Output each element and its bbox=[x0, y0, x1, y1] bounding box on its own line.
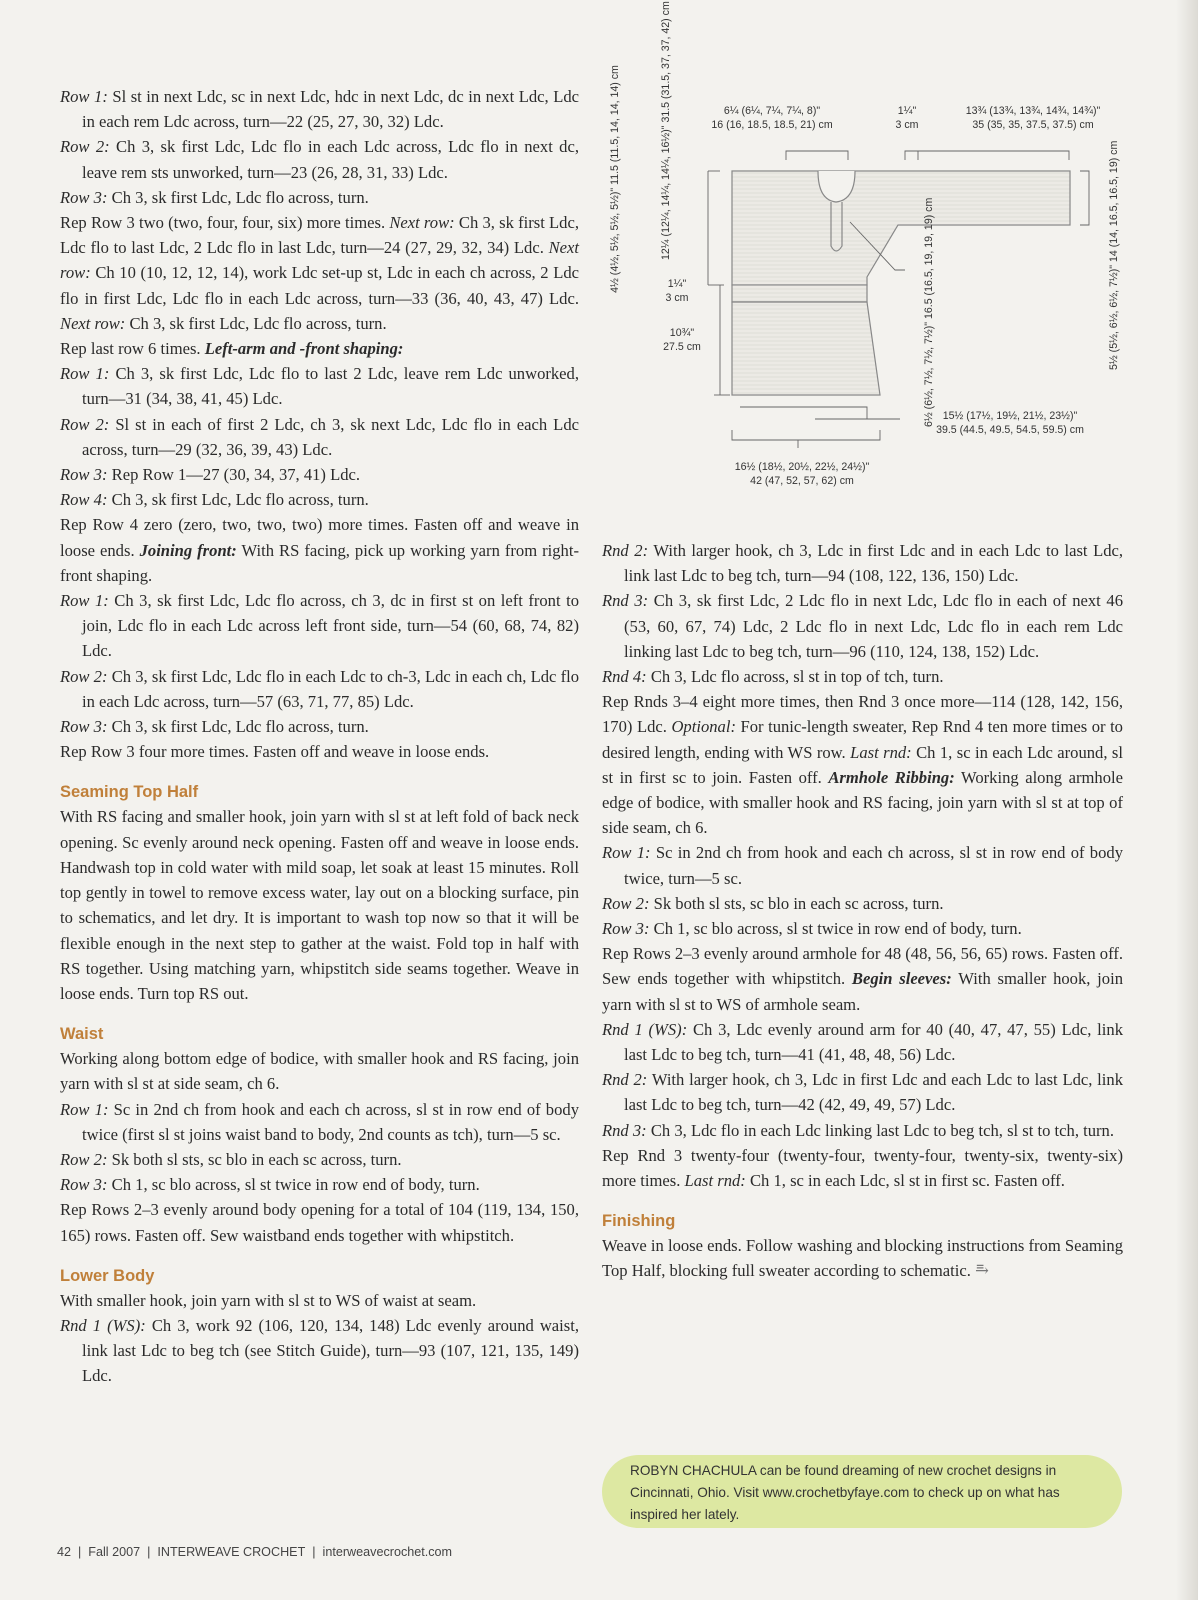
pattern-row: Row 1: Sc in 2nd ch from hook and each ch across, sl st in row end of body twice (first sl st joins waist band to body, 2nd counts as tch), turn—5 sc. bbox=[60, 1099, 579, 1144]
page-footer: 42 | Fall 2007 | INTERWEAVE CROCHET | interweavecrochet.com bbox=[57, 1545, 453, 1559]
pattern-row: Row 2: Sl st in each of first 2 Ldc, ch 3, sk next Ldc, Ldc flo in each Ldc across, turn—29 (32, 36, 39, 43) Ldc. bbox=[60, 414, 579, 459]
dim-sleeve-depth: 5½ (5½, 6½, 6½, 7½)" 14 (14, 16.5, 16.5, 19) cm bbox=[1108, 140, 1120, 370]
pattern-row: Row 2: Sk both sl sts, sc blo in each sc across, turn. bbox=[60, 1149, 402, 1169]
pattern-row: Rnd 3: Ch 3, sk first Ldc, 2 Ldc flo in next Ldc, Ldc flo in each of next 46 (53, 60, 67, 74) Ldc, 2 Ldc flo in next Ldc, Ldc flo in each rem Ldc linking last Ldc to beg tch, turn—96 (110, 124, 138, 152) Ldc. bbox=[602, 591, 1123, 661]
waistband-shape bbox=[732, 285, 867, 302]
end-mark-icon: ⥱ bbox=[975, 1261, 989, 1281]
schematic-drawing bbox=[0, 0, 1198, 520]
section-heading-seaming: Seaming Top Half bbox=[60, 783, 199, 802]
pattern-row: Row 2: Sk both sl sts, sc blo in each sc across, turn. bbox=[602, 893, 944, 913]
pattern-paragraph: Rep Rows 2–3 evenly around armhole for 48 (48, 56, 56, 65) rows. Fasten off. Sew ends together with whipstitch. Begin sleeves: With smaller hook, join yarn with sl st to WS of armhole seam. bbox=[602, 944, 1123, 1014]
dim-lower-height: 10¾" 27.5 cm bbox=[663, 327, 701, 353]
pattern-row: Row 3: Rep Row 1—27 (30, 34, 37, 41) Ldc. bbox=[60, 465, 361, 485]
pattern-row: Rnd 4: Ch 3, Ldc flo across, sl st in top of tch, turn. bbox=[602, 667, 944, 687]
dim-chest: 15½ (17½, 19½, 21½, 23½)" 39.5 (44.5, 49.5, 54.5, 59.5) cm bbox=[936, 410, 1084, 436]
pattern-row: Rnd 1 (WS): Ch 3, Ldc evenly around arm for 40 (40, 47, 47, 55) Ldc, link last Ldc to beg tch, turn—41 (41, 48, 48, 56) Ldc. bbox=[602, 1019, 1123, 1065]
pattern-row: Rnd 1 (WS): Ch 3, work 92 (106, 120, 134, 148) Ldc evenly around waist, link last Ldc to beg tch (see Stitch Guide), turn—93 (107, 121, 135, 149) Ldc. bbox=[60, 1315, 579, 1386]
pattern-row: Row 1: Sl st in next Ldc, sc in next Ldc, hdc in next Ldc, dc in next Ldc, Ldc in each rem Ldc across, turn—22 (25, 27, 30, 32) Ldc. bbox=[60, 87, 579, 132]
pattern-row: Row 2: Ch 3, sk first Ldc, Ldc flo in each Ldc across, Ldc flo in next dc, leave rem sts unworked, turn—23 (26, 28, 31, 33) Ldc. bbox=[60, 137, 579, 182]
pattern-row: Row 3: Ch 1, sc blo across, sl st twice in row end of body, turn. bbox=[602, 919, 1022, 939]
issue: Fall 2007 bbox=[88, 1545, 141, 1559]
pattern-paragraph: Rep Row 4 zero (zero, two, two, two) more times. Fasten off and weave in loose ends. Joining front: With RS facing, pick up working yarn from right-front shaping. bbox=[60, 515, 579, 585]
pattern-paragraph: Rep Row 3 four more times. Fasten off and weave in loose ends. bbox=[60, 742, 490, 762]
pattern-row: Rnd 3: Ch 3, Ldc flo in each Ldc linking last Ldc to beg tch, sl st to tch, turn. bbox=[602, 1120, 1115, 1140]
pattern-paragraph: Rep last row 6 times. Left-arm and -front shaping: bbox=[60, 339, 404, 359]
page-number: 42 bbox=[57, 1545, 72, 1559]
pattern-row: Row 3: Ch 1, sc blo across, sl st twice in row end of body, turn. bbox=[60, 1175, 480, 1195]
pattern-paragraph: Rep Rnd 3 twenty-four (twenty-four, twenty-four, twenty-six, twenty-six) more times. Last rnd: Ch 1, sc in each Ldc, sl st in first sc. Fasten off. bbox=[602, 1145, 1123, 1191]
author-bio: ROBYN CHACHULA can be found dreaming of new crochet designs in Cincinnati, Ohio. Visit www.crochetbyfaye.com to check up on what has inspired her lately. bbox=[602, 1455, 1122, 1528]
pattern-row: Row 4: Ch 3, sk first Ldc, Ldc flo across, turn. bbox=[60, 490, 369, 510]
dim-waist-height: 1¼" 3 cm bbox=[665, 278, 689, 304]
pattern-row: Rnd 2: With larger hook, ch 3, Ldc in first Ldc and each Ldc to last Ldc, link last Ldc to beg tch, turn—42 (42, 49, 49, 57) Ldc. bbox=[602, 1070, 1123, 1115]
pattern-row: Row 1: Ch 3, sk first Ldc, Ldc flo to last 2 Ldc, leave rem Ldc unworked, turn—31 (34, 38, 41, 45) Ldc. bbox=[60, 364, 579, 409]
section-heading-lower-body: Lower Body bbox=[60, 1266, 155, 1285]
dim-hem: 16½ (18½, 20½, 22½, 24½)" 42 (47, 52, 57, 62) cm bbox=[734, 461, 870, 487]
pattern-paragraph: Working along bottom edge of bodice, with smaller hook and RS facing, join yarn with sl st at side seam, ch 6. bbox=[60, 1049, 579, 1094]
pattern-paragraph: With RS facing and smaller hook, join yarn with sl st at left fold of back neck opening. Sc evenly around neck opening. Fasten off and weave in loose ends. Handwash top in cold water with mild soap, let soak at least 15 minutes. Roll top gently in towel to remove excess water, lay out on a blocking surface, pin to schematics, and let dry. It is important to wash top now so that it will be flexible enough in the next step to gather at the waist. Fold top in half with RS together. Using matching yarn, whipstitch side seams together. Weave in loose ends. Turn top RS out. bbox=[60, 807, 579, 1003]
pattern-paragraph: Rep Rnds 3–4 eight more times, then Rnd 3 once more—114 (128, 142, 156, 170) Ldc. Optional: For tunic-length sweater, Rep Rnd 4 ten more times or to desired length, ending with WS row. Last rnd: Ch 1, sc in each Ldc around, sl st in first sc to join. Fasten off. Armhole Ribbing: Working along armhole edge of bodice, with smaller hook and RS facing, join yarn with sl st at top of side seam, ch 6. bbox=[602, 692, 1123, 838]
pattern-paragraph: Rep Row 3 two (two, four, four, six) more times. Next row: Ch 3, sk first Ldc, Ldc flo to last Ldc, 2 Ldc flo in last Ldc, turn—24 (27, 29, 32, 34) Ldc. Next row: Ch 10 (10, 12, 12, 14), work Ldc set-up st, Ldc in each ch across, 2 Ldc flo in first Ldc, Ldc flo in each Ldc across, turn—33 (36, 40, 43, 47) Ldc. Next row: Ch 3, sk first Ldc, Ldc flo across, turn. bbox=[60, 213, 579, 333]
magazine-name: INTERWEAVE CROCHET bbox=[157, 1545, 306, 1559]
pattern-row: Row 1: Sc in 2nd ch from hook and each ch across, sl st in row end of body twice, turn—5 sc. bbox=[602, 843, 1123, 888]
lower-body-shape bbox=[732, 302, 880, 395]
website: interweavecrochet.com bbox=[322, 1545, 453, 1559]
dim-sleeve-length: 13¾ (13¾, 13¾, 14¾, 14¾)" 35 (35, 35, 37.5, 37.5) cm bbox=[965, 105, 1101, 131]
section-heading-finishing: Finishing bbox=[602, 1212, 676, 1231]
pattern-row: Row 1: Ch 3, sk first Ldc, Ldc flo across, ch 3, dc in first st on left front to join, Ldc flo in each Ldc across left front side, turn—54 (60, 68, 74, 82) Ldc. bbox=[60, 591, 579, 661]
right-column bbox=[602, 538, 1123, 1284]
dim-shoulder: 1¼" 3 cm bbox=[895, 105, 919, 131]
pattern-row: Row 2: Ch 3, sk first Ldc, Ldc flo in each Ldc to ch-3, Ldc in each ch, Ldc flo in each Ldc across, turn—57 (63, 71, 77, 85) Ldc. bbox=[60, 666, 579, 711]
pattern-row: Row 3: Ch 3, sk first Ldc, Ldc flo across, turn. bbox=[60, 187, 369, 207]
page-spine-shadow bbox=[1176, 0, 1198, 1600]
pattern-paragraph: With smaller hook, join yarn with sl st to WS of waist at seam. bbox=[60, 1290, 477, 1310]
dim-neck-width: 6¼ (6¼, 7¼, 7¼, 8)" 16 (16, 18.5, 18.5, 21) cm bbox=[711, 105, 833, 131]
section-heading-waist: Waist bbox=[60, 1025, 104, 1044]
dim-body-top-height: 12¼ (12¼, 14¼, 14¼, 16½)" 31.5 (31.5, 37, 37, 42) cm bbox=[660, 1, 672, 260]
pattern-row: Row 3: Ch 3, sk first Ldc, Ldc flo across, turn. bbox=[60, 717, 369, 737]
pattern-row: Rnd 2: With larger hook, ch 3, Ldc in first Ldc and in each Ldc to last Ldc, link last Ldc to beg tch, turn—94 (108, 122, 136, 150) Ldc. bbox=[602, 541, 1124, 586]
pattern-paragraph: Rep Rows 2–3 evenly around body opening for a total of 104 (119, 134, 150, 165) rows. Fasten off. Sew waistband ends together with whipstitch. bbox=[60, 1200, 579, 1245]
dim-yoke-depth: 4½ (4½, 5½, 5½, 5½)" 11.5 (11.5, 14, 14, 14) cm bbox=[609, 65, 621, 293]
pattern-paragraph: Weave in loose ends. Follow washing and blocking instructions from Seaming Top Half, blocking full sweater according to schematic. ⥱ bbox=[602, 1236, 1123, 1281]
dim-placket: 6½ (6½, 7½, 7½, 7½)" 16.5 (16.5, 19, 19, 19) cm bbox=[923, 197, 935, 427]
bodice-shape bbox=[732, 171, 1070, 285]
